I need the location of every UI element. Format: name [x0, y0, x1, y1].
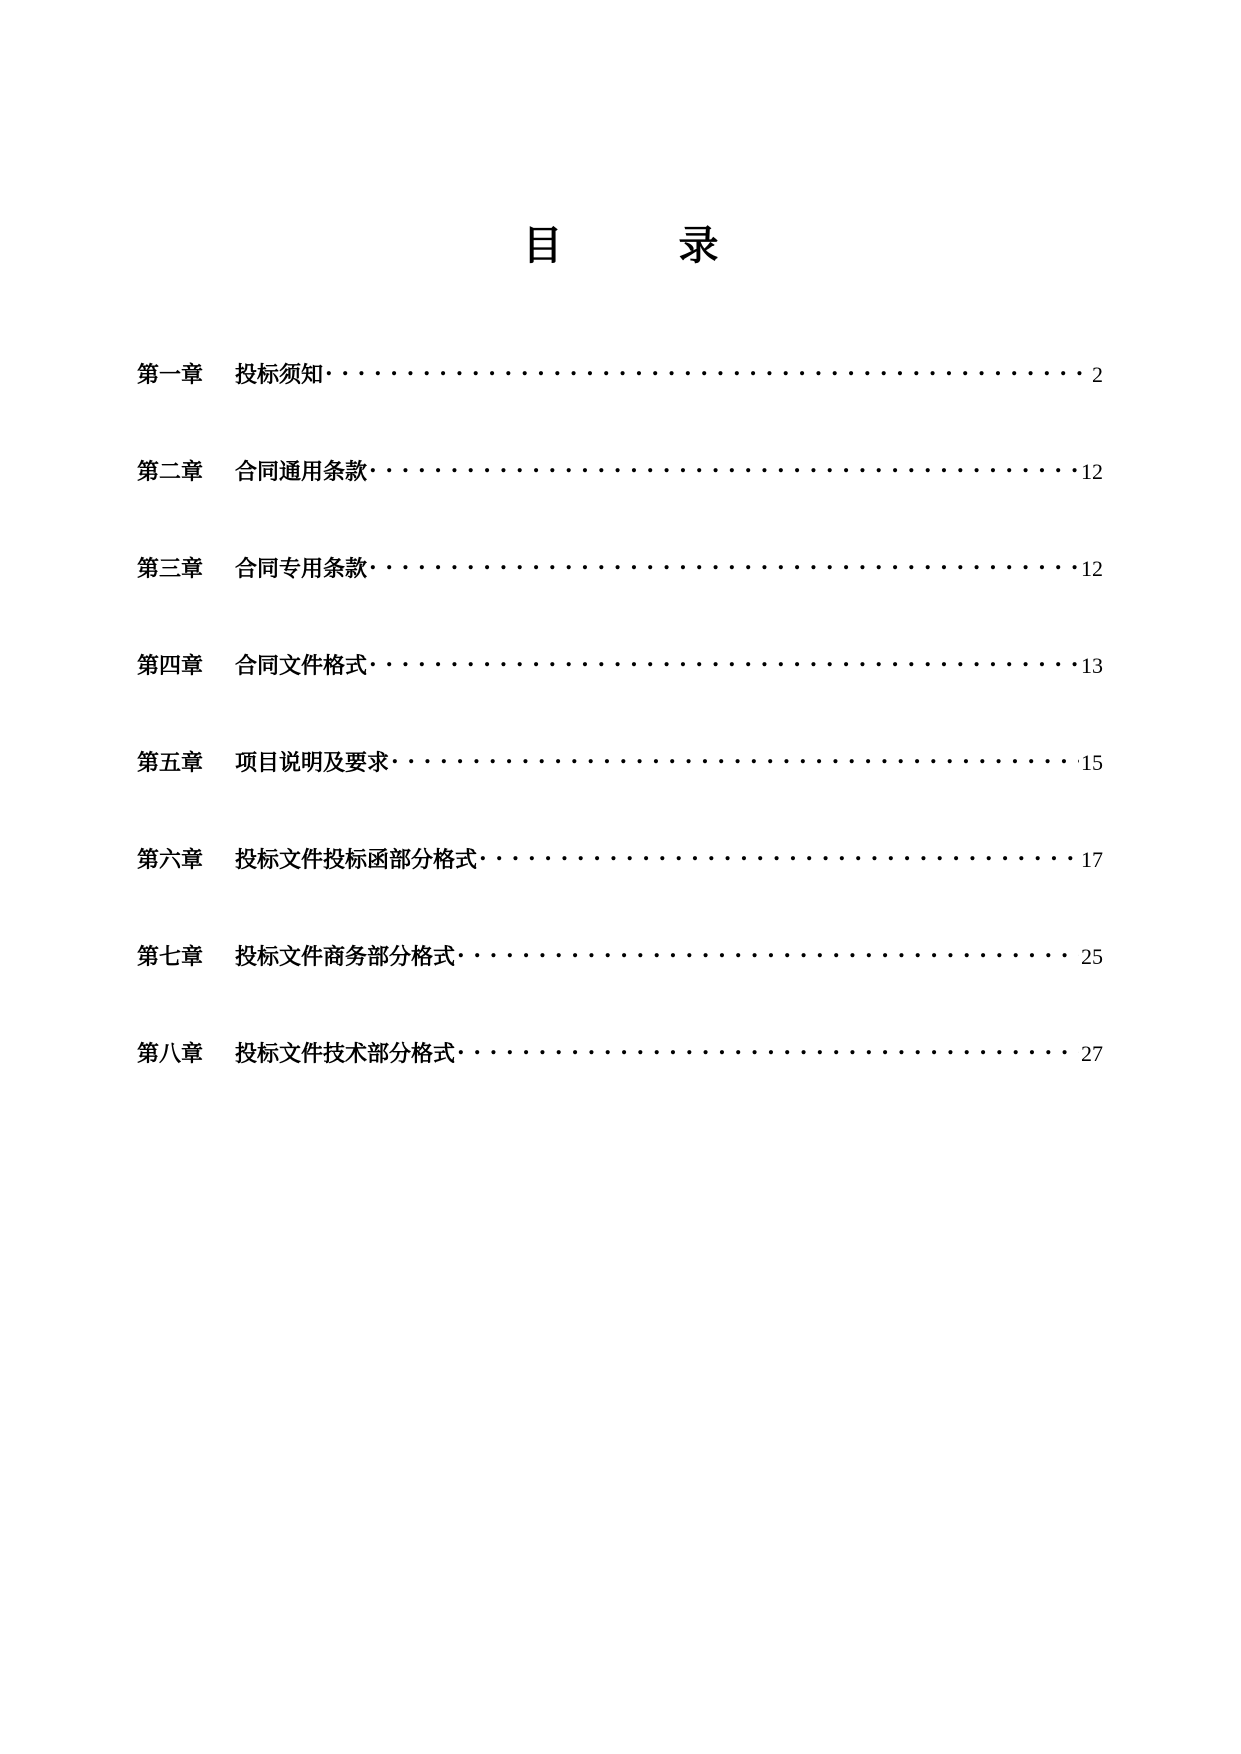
toc-chapter-label: 第五章: [137, 750, 204, 776]
toc-entry-text: 合同通用条款: [235, 459, 368, 485]
toc-page-number: 17: [1081, 847, 1103, 872]
toc-entry-text: 投标文件投标函部分格式: [235, 847, 478, 873]
toc-entry-7[interactable]: [137, 936, 1103, 1033]
toc-page-number: 15: [1081, 750, 1103, 775]
toc-leader-dots: [325, 354, 1090, 382]
toc-chapter-label: 第一章: [137, 362, 204, 388]
toc-entry-4[interactable]: [137, 645, 1103, 742]
toc-entry-8[interactable]: [137, 1033, 1103, 1130]
toc-entry-text: 项目说明及要求: [235, 750, 390, 776]
toc-title: [0, 222, 1241, 270]
toc-chapter-label: 第三章: [137, 556, 204, 582]
toc-title-char-1: 目: [522, 222, 563, 269]
toc-page-number: 27: [1081, 1041, 1103, 1066]
toc-list: [137, 354, 1103, 1130]
toc-chapter-label: 第二章: [137, 459, 204, 485]
toc-chapter-label: 第八章: [137, 1041, 204, 1067]
toc-leader-dots: [369, 645, 1079, 673]
toc-page-number: 2: [1092, 362, 1103, 387]
toc-page-number: 12: [1081, 459, 1103, 484]
toc-title-char-2: 录: [678, 222, 719, 269]
toc-entry-text: 投标须知: [235, 362, 324, 388]
toc-entry-6[interactable]: [137, 839, 1103, 936]
toc-entry-text: 合同专用条款: [235, 556, 368, 582]
toc-page-number: 13: [1081, 653, 1103, 678]
toc-entry-5[interactable]: [137, 742, 1103, 839]
toc-leader-dots: [479, 839, 1079, 867]
toc-leader-dots: [457, 936, 1079, 964]
toc-entry-3[interactable]: [137, 548, 1103, 645]
toc-entry-text: 投标文件技术部分格式: [235, 1041, 456, 1067]
toc-entry-text: 合同文件格式: [235, 653, 368, 679]
toc-page-number: 12: [1081, 556, 1103, 581]
toc-chapter-label: 第四章: [137, 653, 204, 679]
toc-leader-dots: [391, 742, 1079, 770]
toc-leader-dots: [457, 1033, 1079, 1061]
toc-leader-dots: [369, 548, 1079, 576]
toc-page-number: 25: [1081, 944, 1103, 969]
toc-entry-text: 投标文件商务部分格式: [235, 944, 456, 970]
toc-entry-1[interactable]: [137, 354, 1103, 451]
toc-leader-dots: [369, 451, 1079, 479]
toc-chapter-label: 第七章: [137, 944, 204, 970]
toc-entry-2[interactable]: [137, 451, 1103, 548]
toc-chapter-label: 第六章: [137, 847, 204, 873]
